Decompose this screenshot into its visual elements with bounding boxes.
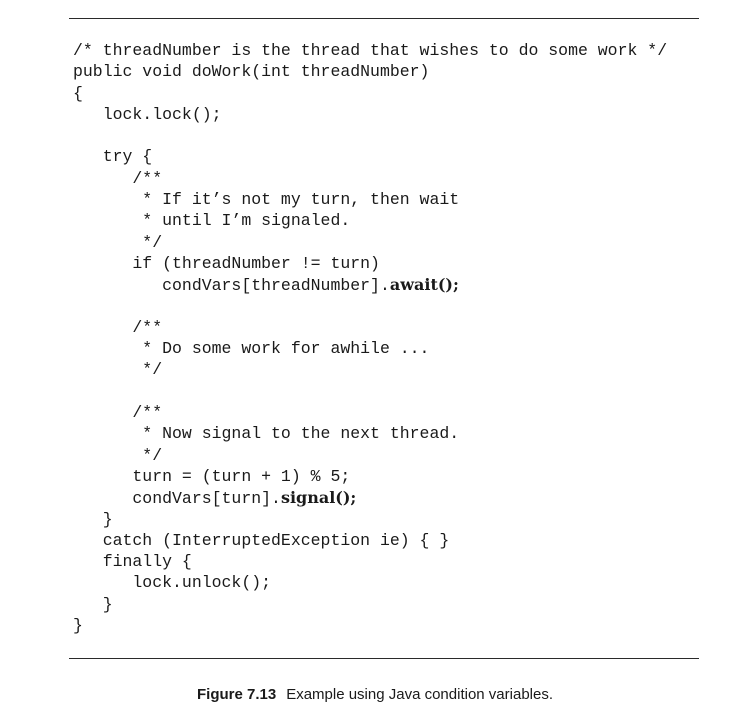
code-listing (73, 40, 667, 636)
code-line (73, 125, 667, 146)
code-line (73, 359, 667, 380)
code-line (73, 381, 667, 402)
code-line (73, 466, 667, 487)
code-line (73, 402, 667, 423)
code-text: /** (73, 403, 163, 423)
code-line (73, 146, 667, 167)
code-text: catch (InterruptedException ie) { } (73, 530, 450, 550)
code-text: /** (73, 317, 163, 337)
code-line (73, 594, 667, 615)
code-text: condVars[threadNumber]. (73, 276, 390, 296)
code-line (73, 189, 667, 210)
code-text: public void doWork(int threadNumber) (73, 62, 430, 82)
top-rule (69, 18, 699, 19)
figure-number: Figure 7.13 (196, 686, 277, 703)
code-text: */ (73, 445, 163, 465)
code-text: */ (73, 232, 163, 252)
figure-caption (0, 686, 750, 703)
code-line (73, 274, 667, 295)
code-line (73, 83, 667, 104)
code-text: * Now signal to the next thread. (73, 424, 460, 444)
code-text: } (73, 594, 113, 614)
code-line (73, 445, 667, 466)
code-text: lock.unlock(); (73, 573, 272, 593)
code-line (73, 317, 667, 338)
code-text: * until I’m signaled. (73, 211, 351, 231)
code-line (73, 615, 667, 636)
code-line (73, 338, 667, 359)
code-text: lock.lock(); (73, 104, 222, 124)
code-text: /** (73, 168, 163, 188)
code-line (73, 296, 667, 317)
code-text: * If it’s not my turn, then wait (73, 190, 460, 210)
code-text: turn = (turn + 1) % 5; (73, 466, 351, 486)
code-line (73, 530, 667, 551)
code-text: { (73, 83, 83, 103)
code-text: * Do some work for awhile ... (73, 339, 430, 359)
code-line (73, 551, 667, 572)
code-line (73, 253, 667, 274)
code-method-bold: await(); (389, 275, 459, 295)
bottom-rule (69, 658, 699, 659)
code-line (73, 423, 667, 444)
code-text: condVars[turn]. (73, 489, 281, 509)
caption-text: Example using Java condition variables. (286, 686, 554, 703)
code-text: finally { (73, 552, 192, 572)
code-line (73, 232, 667, 253)
code-text: */ (73, 360, 163, 380)
code-text: /* threadNumber is the thread that wishes to do some work */ (73, 41, 668, 60)
code-line (73, 572, 667, 593)
code-text: } (73, 616, 83, 636)
code-line (73, 487, 667, 508)
code-method-bold: signal(); (280, 488, 357, 508)
code-text: if (threadNumber != turn) (73, 253, 380, 273)
code-text: } (73, 509, 113, 529)
code-line (73, 168, 667, 189)
code-line (73, 104, 667, 125)
code-line (73, 40, 667, 61)
code-line (73, 61, 667, 82)
code-line (73, 210, 667, 231)
code-line (73, 509, 667, 530)
code-text: try { (73, 147, 153, 167)
